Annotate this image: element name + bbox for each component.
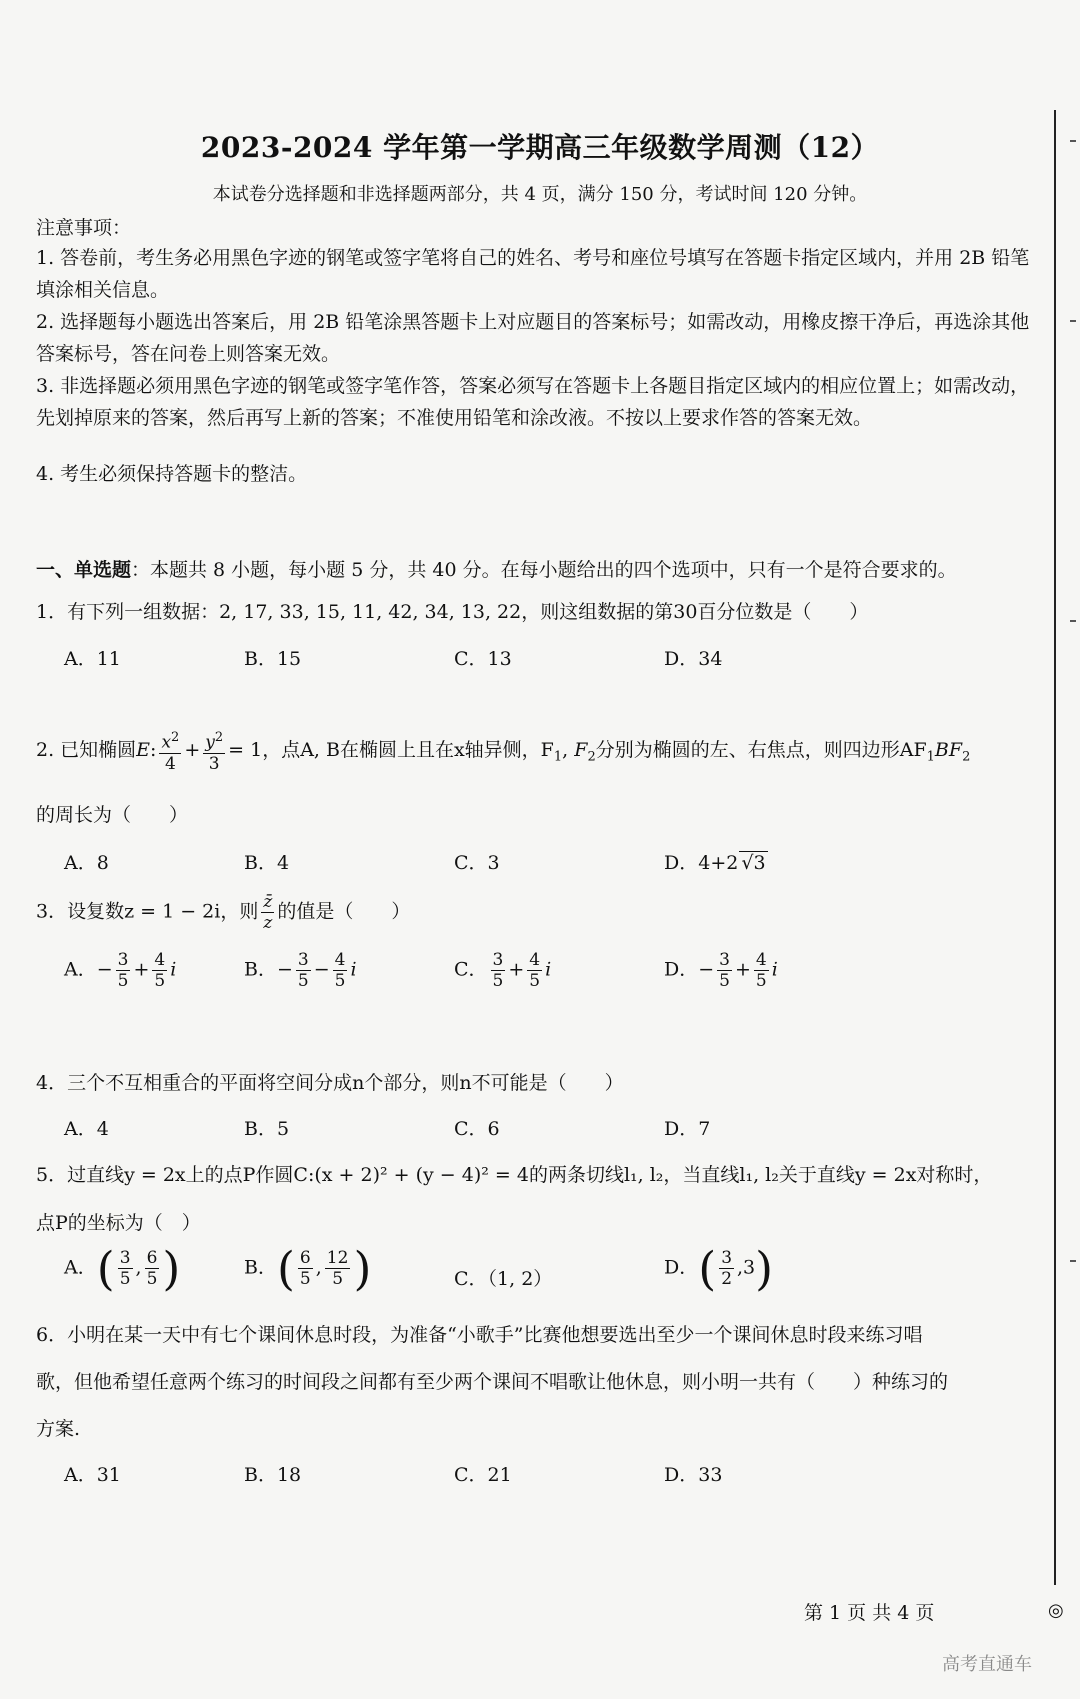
option-c: C．13: [454, 648, 512, 670]
binding-line: [1054, 110, 1056, 1585]
option-c: C．3: [454, 852, 500, 874]
note-item: 4. 考生必须保持答题卡的整洁。: [36, 463, 308, 485]
option-c: C．21: [454, 1464, 512, 1486]
question-2-line2: 的周长为（ ）: [36, 804, 189, 826]
question-3-stem: 3．设复数z = 1 − 2i，则 $\frac{z̄}{z}$ 的值是（ ）: [36, 892, 411, 933]
option-d: D．33: [664, 1464, 723, 1486]
question-5-options: [64, 1241, 964, 1310]
section-label: 一、单选题: [36, 559, 132, 581]
note-item: 2. 选择题每小题选出答案后，用 2B 铅笔涂黑答题卡上对应题目的答案标号；如需改动，用橡皮擦干净后，再选涂其他答案标号，答在问卷上则答案无效。: [36, 311, 1030, 365]
section-text: ：本题共 8 小题，每小题 5 分，共 40 分。在每小题给出的四个选项中，只有一个是符合要求的。: [131, 559, 957, 581]
note-item: 1. 答卷前，考生务必用黑色字迹的钢笔或签字笔将自己的姓名、考号和座位号填写在答题卡指定区域内，并用 2B 铅笔填涂相关信息。: [36, 247, 1030, 301]
question-5-stem: 5．过直线y = 2x上的点P作圆C:(x + 2)² + (y − 4)² = 4的两条切线l₁, l₂，当直线l₁, l₂关于直线y = 2x对称时，: [36, 1164, 993, 1186]
option-b: B．18: [244, 1464, 302, 1486]
question-6-options: [64, 1460, 964, 1500]
margin-mark: [1070, 320, 1076, 322]
question-5-line2: 点P的坐标为（ ）: [36, 1212, 201, 1234]
q3-text: 的值是（ ）: [277, 900, 411, 923]
question-3-options: [64, 950, 964, 1010]
option-c: C．6: [454, 1118, 500, 1140]
option-a: A．11: [64, 648, 121, 670]
question-1-options: [64, 644, 964, 684]
question-6-line1: 6．小明在某一天中有七个课间休息时段，为准备“小歌手”比赛他想要选出至少一个课间休息时段来练习唱: [36, 1324, 923, 1346]
q2-text: ，点A, B在椭圆上且在x轴异侧，F: [262, 738, 554, 761]
option-c: C．（1, 2）: [454, 1268, 553, 1290]
question-1-stem: 1．有下列一组数据：2, 17, 33, 15, 11, 42, 34, 13, 22，则这组数据的第30百分位数是（ ）: [36, 601, 869, 623]
option-d: D．( $\frac{3}{2}$ ,3): [664, 1241, 774, 1296]
option-d: D．34: [664, 648, 723, 670]
margin-mark: [1070, 620, 1076, 622]
q3-text: 3．设复数z = 1 − 2i，则: [36, 900, 259, 923]
section-heading: [36, 555, 1046, 582]
option-a: A．− $\frac{3}{5}$ + $\frac{4}{5}$ i: [64, 950, 177, 991]
option-b: B．4: [244, 852, 290, 874]
notes-heading: 注意事项：: [36, 217, 132, 239]
q2-text: 分别为椭圆的左、右焦点，则四边形AF: [595, 738, 927, 761]
watermark: 高考直通车: [942, 1654, 1032, 1675]
option-d: D．7: [664, 1118, 711, 1140]
option-d: D．4+2 √3: [664, 852, 766, 874]
margin-mark: [1070, 1260, 1076, 1262]
question-2-options: [64, 848, 964, 888]
note-item: 3. 非选择题必须用黑色字迹的钢笔或签字笔作答，答案必须写在答题卡上各题目指定区域内的相应位置上；如需改动，先划掉原来的答案，然后再写上新的答案；不准使用铅笔和涂改液。不按以上要求作答的答案无效。: [36, 375, 1030, 429]
question-4-stem: 4．三个不互相重合的平面将空间分成n个部分，则n不可能是（ ）: [36, 1072, 624, 1094]
page-number: 第 1 页 共 4 页: [804, 1602, 935, 1624]
question-6-line2: 歌，但他希望任意两个练习的时间段之间都有至少两个课间不唱歌让他休息，则小明一共有（ ）种练习的: [36, 1371, 949, 1393]
option-a: A．31: [64, 1464, 121, 1486]
question-6-line3: 方案.: [36, 1418, 81, 1440]
target-icon: ◎: [1048, 1600, 1064, 1621]
option-a: A．8: [64, 852, 109, 874]
exam-info: 本试卷分选择题和非选择题两部分，共 4 页，满分 150 分，考试时间 120 分钟。: [212, 184, 868, 205]
option-c: C． $\frac{3}{5}$ + $\frac{4}{5}$ i: [454, 950, 552, 991]
option-b: B．5: [244, 1118, 290, 1140]
question-2-stem: 2. 已知椭圆E: $\frac{x^2}{4}$ + $\frac{y^2}{3}$ = 1，点A, B在椭圆上且在x轴异侧，$F_1$, $F_2$分别为椭圆的左、右焦点，则四边形$AF_1BF_2$: [36, 730, 971, 774]
q2-text: 2. 已知椭圆: [36, 738, 137, 761]
option-a: A．4: [64, 1118, 109, 1140]
question-4-options: [64, 1114, 964, 1154]
option-b: B．15: [244, 648, 302, 670]
option-a: A．( $\frac{3}{5}$ , $\frac{6}{5}$ ): [64, 1241, 181, 1296]
option-d: D．− $\frac{3}{5}$ + $\frac{4}{5}$ i: [664, 950, 778, 991]
option-b: B．( $\frac{6}{5}$ , $\frac{12}{5}$ ): [244, 1241, 372, 1296]
option-b: B．− $\frac{3}{5}$ − $\frac{4}{5}$ i: [244, 950, 357, 991]
page-title: 2023-2024 学年第一学期高三年级数学周测（12）: [200, 131, 880, 164]
